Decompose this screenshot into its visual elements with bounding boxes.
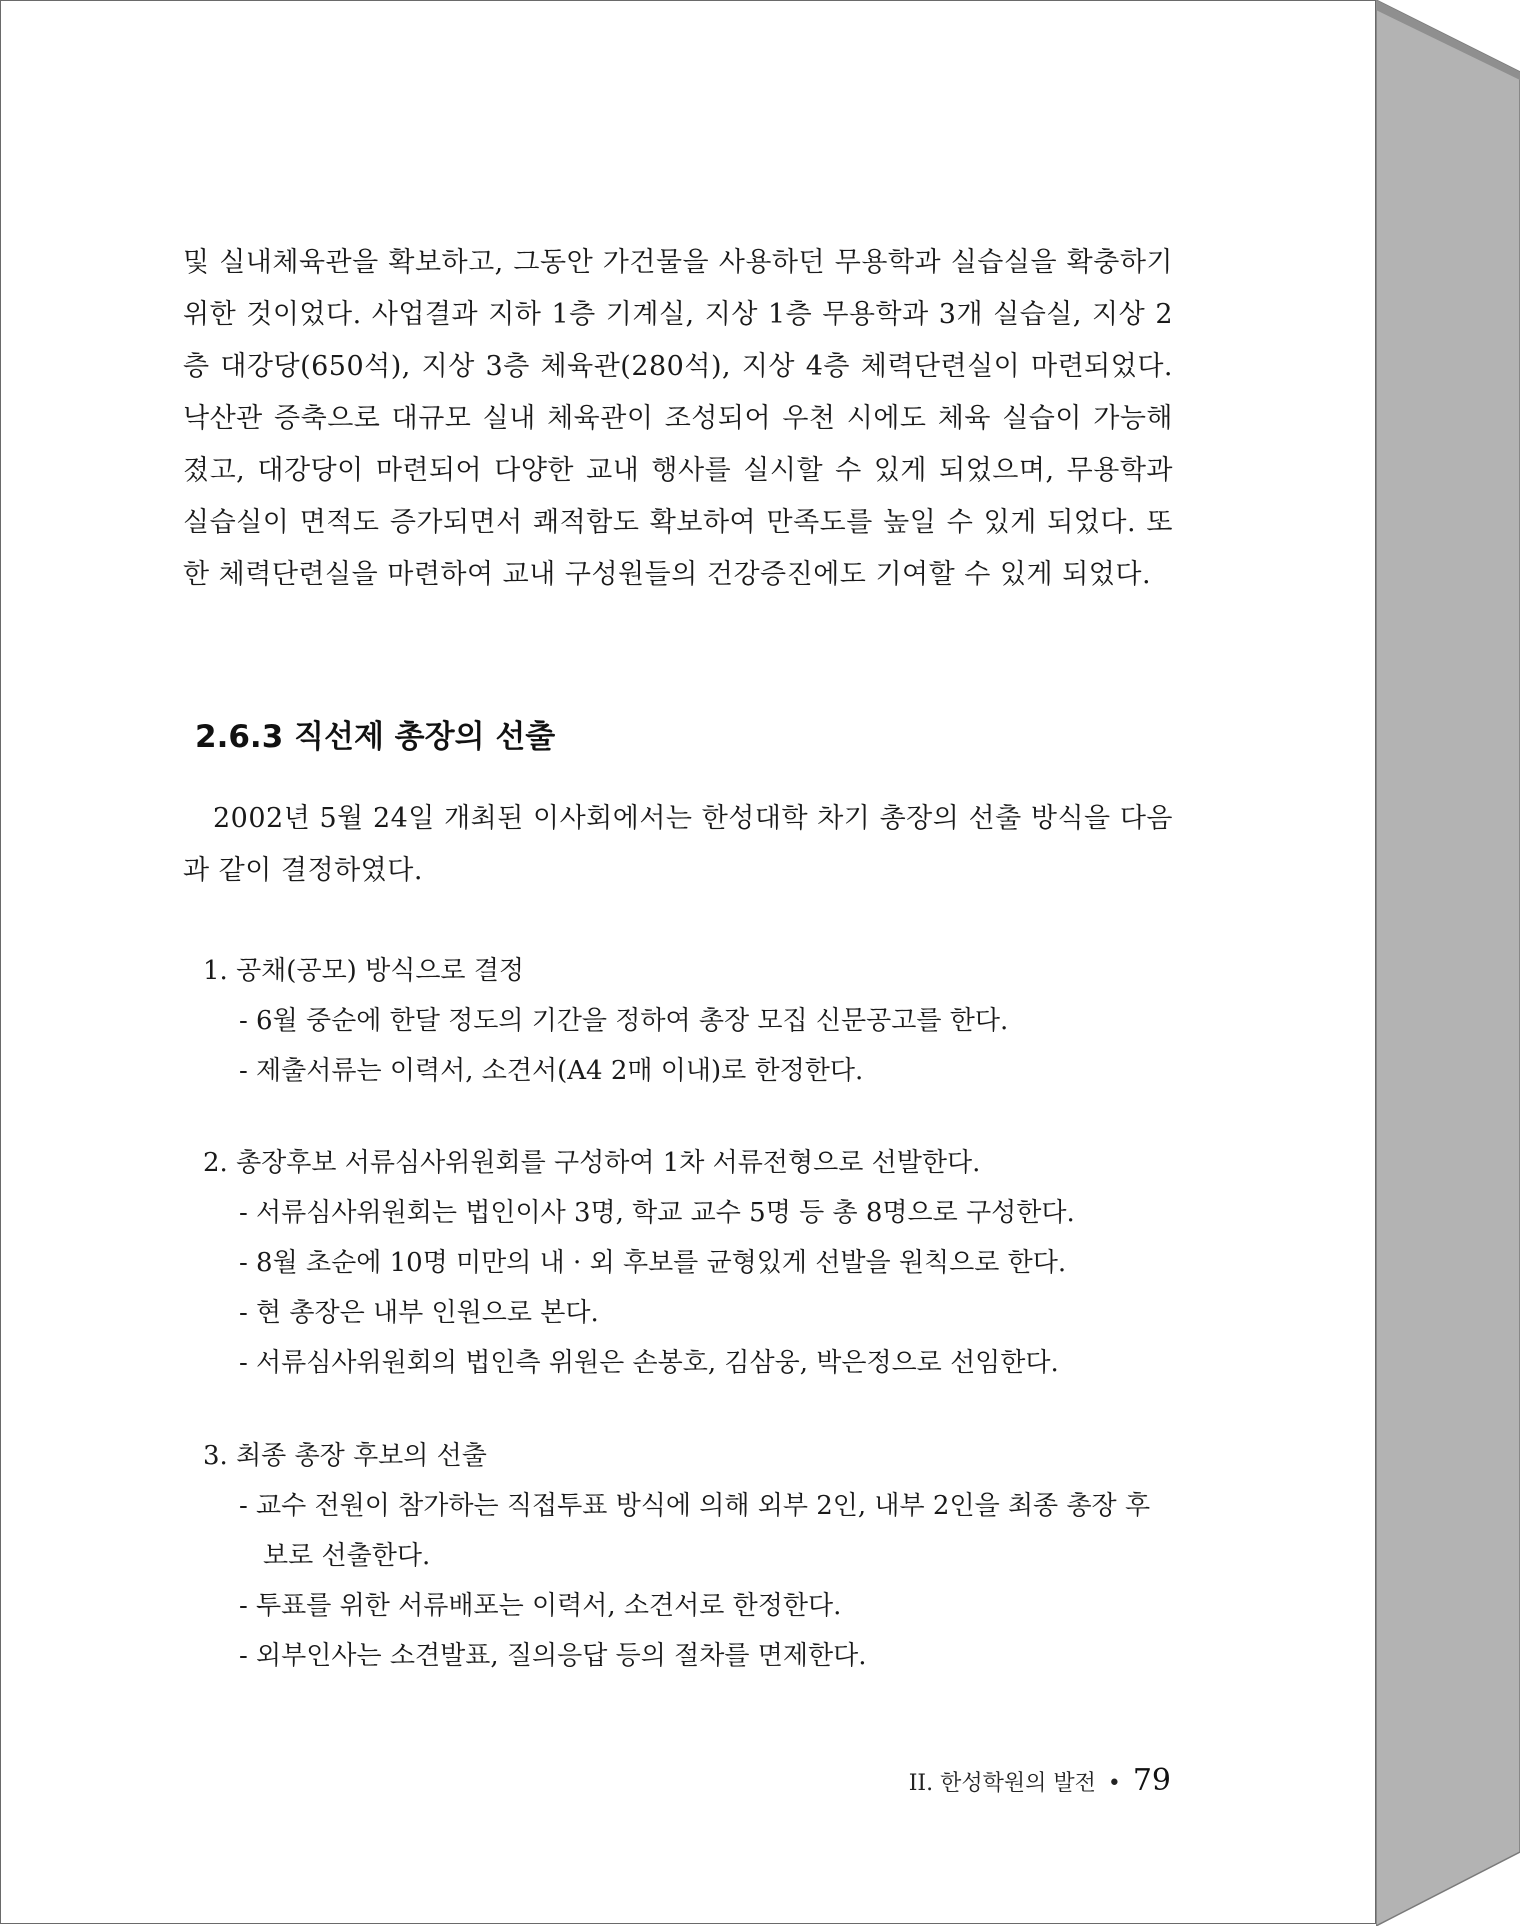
section-intro-paragraph: 2002년 5월 24일 개최된 이사회에서는 한성대학 차기 총장의 선출 방식을 다음과 같이 결정하였다. xyxy=(183,803,1173,886)
list-subitem: - 6월 중순에 한달 정도의 기간을 정하여 총장 모집 신문공고를 한다. xyxy=(239,1006,1009,1036)
list-subitem: - 서류심사위원회의 법인측 위원은 손봉호, 김삼웅, 박은정으로 선임한다. xyxy=(239,1348,1059,1378)
list-item-title: 2. 총장후보 서류심사위원회를 구성하여 1차 서류전형으로 선발한다. xyxy=(203,1148,981,1178)
page-number: 79 xyxy=(1132,1763,1171,1798)
list-subitem: - 외부인사는 소견발표, 질의응답 등의 절차를 면제한다. xyxy=(239,1641,867,1671)
list-item-2 xyxy=(203,1138,1163,1388)
list-item-title: 1. 공채(공모) 방식으로 결정 xyxy=(203,956,525,986)
list-subitem: - 제출서류는 이력서, 소견서(A4 2매 이내)로 한정한다. xyxy=(239,1056,864,1086)
chapter-label: II. 한성학원의 발전 xyxy=(908,1771,1096,1796)
list-subitem: - 교수 전원이 참가하는 직접투표 방식에 의해 외부 2인, 내부 2인을 최종 총장 후보로 선출한다. xyxy=(239,1491,1151,1571)
list-subitem: - 서류심사위원회는 법인이사 3명, 학교 교수 5명 등 총 8명으로 구성한다. xyxy=(239,1198,1075,1228)
page-edge-face xyxy=(1376,0,1520,1926)
section-heading: 2.6.3 직선제 총장의 선출 xyxy=(195,719,556,755)
bullet-icon: • xyxy=(1107,1771,1121,1796)
intro-paragraph: 및 실내체육관을 확보하고, 그동안 가건물을 사용하던 무용학과 실습실을 확충하기 위한 것이었다. 사업결과 지하 1층 기계실, 지상 1층 무용학과 3개 실습실, 지상 2층 대강당(650석), 지상 3층 체육관(280석), 지상 4층 체력단련실이 마련되었다. 낙산관 증축으로 대규모 실내 체육관이 조성되어 우천 시에도 체육 실습이 가능해졌고, 대강당이 마련되어 다양한 교내 행사를 실시할 수 있게 되었으며, 무용학과 실습실이 면적도 증가되면서 쾌적함도 확보하여 만족도를 높일 수 있게 되었다. 또한 체력단련실을 마련하여 교내 구성원들의 건강증진에도 기여할 수 있게 되었다. xyxy=(183,247,1173,590)
list-subitem: - 투표를 위한 서류배포는 이력서, 소견서로 한정한다. xyxy=(239,1591,842,1621)
list-item-1 xyxy=(203,946,1163,1096)
list-item-3 xyxy=(203,1431,1163,1681)
page-edge-shadow xyxy=(1376,0,1520,1926)
page-footer xyxy=(909,1763,1171,1798)
list-item-title: 3. 최종 총장 후보의 선출 xyxy=(203,1441,487,1471)
list-subitem: - 8월 초순에 10명 미만의 내 · 외 후보를 균형있게 선발을 원칙으로 한다. xyxy=(239,1248,1067,1278)
list-subitem: - 현 총장은 내부 인원으로 본다. xyxy=(239,1298,599,1328)
